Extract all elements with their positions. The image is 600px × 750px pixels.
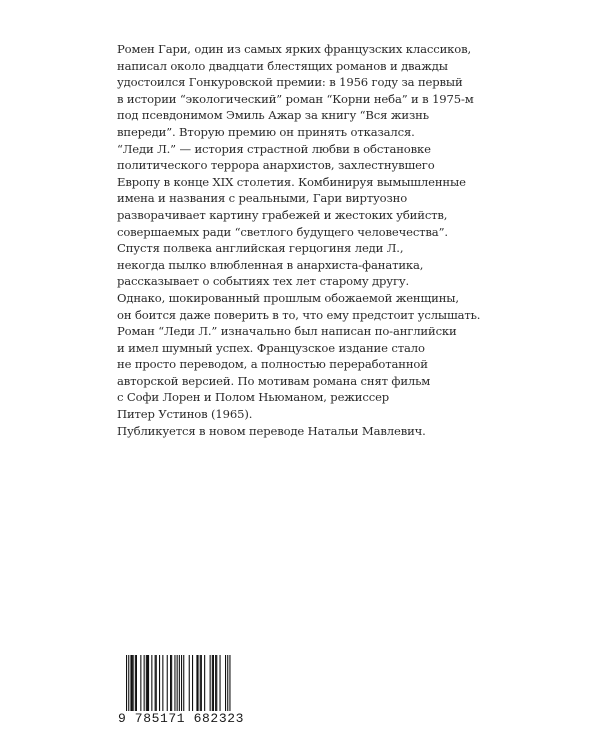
- barcode-bar: [204, 655, 205, 711]
- barcode-bar: [126, 655, 127, 719]
- annotation-line: впереди”. Вторую премию он принять отказался.: [117, 124, 415, 139]
- barcode-bar: [167, 655, 168, 711]
- annotation-line: Спустя полвека английская герцогиня леди Л.,: [117, 241, 404, 256]
- barcode-bar: [229, 655, 230, 719]
- barcode-bar: [227, 655, 228, 719]
- annotation-line: не просто переводом, а полностью переработанной: [117, 357, 428, 372]
- annotation-line: “Леди Л.” — история страстной любви в обстановке: [117, 141, 431, 156]
- barcode-bar: [162, 655, 163, 711]
- barcode-bar: [200, 655, 201, 711]
- barcode-bar: [183, 655, 184, 711]
- annotation-line: Роман “Леди Л.” изначально был написан по-английски: [117, 324, 457, 339]
- barcode-bar: [220, 655, 221, 711]
- barcode-bar: [148, 655, 149, 711]
- barcode-bar: [135, 655, 136, 711]
- annotation-line: политического террора анархистов, захлестнувшего: [117, 158, 435, 173]
- annotation-line: Европу в конце XIX столетия. Комбинируя вымышленные: [117, 174, 466, 189]
- barcode-bar: [170, 655, 171, 711]
- barcode-bar: [128, 655, 129, 719]
- annotation-line: он боится даже поверить в то, что ему предстоит услышать.: [117, 307, 481, 322]
- barcode-bar: [177, 655, 178, 719]
- annotation-line: Питер Устинов (1965).: [117, 407, 253, 422]
- annotation-line: авторской версией. По мотивам романа снят фильм: [117, 373, 431, 388]
- annotation-line: удостоился Гонкуровской премии: в 1956 году за первый: [117, 75, 463, 90]
- annotation-line: имена и названия с реальными, Гари виртуозно: [117, 191, 408, 206]
- barcode-bar: [146, 655, 147, 711]
- annotation-line: рассказывает о событиях тех лет старому другу.: [117, 274, 410, 289]
- barcode-bar: [225, 655, 226, 711]
- barcode-bar: [151, 655, 152, 711]
- barcode-bar: [144, 655, 145, 711]
- barcode-bar: [171, 655, 172, 711]
- barcode-bar: [198, 655, 199, 711]
- annotation-line: Публикуется в новом переводе Натальи Мавлевич.: [117, 423, 426, 438]
- isbn-number: 9 785171 682323: [118, 711, 245, 726]
- annotation-line: и имел шумный успех. Французское издание стало: [117, 340, 425, 355]
- barcode-bar: [147, 655, 148, 711]
- barcode-bar: [155, 655, 156, 711]
- barcode-bar: [133, 655, 134, 711]
- barcode-bar: [192, 655, 193, 711]
- barcode-bar: [130, 655, 131, 711]
- annotation-line: с Софи Лорен и Полом Ньюманом, режиссер: [117, 390, 390, 405]
- barcode-bar: [179, 655, 180, 719]
- barcode-bar: [196, 655, 197, 711]
- annotation-line: Однако, шокированный прошлым обожаемой женщины,: [117, 290, 459, 305]
- annotation-line: написал около двадцати блестящих романов и дважды: [117, 58, 448, 73]
- barcode-bar: [216, 655, 217, 711]
- annotation-line: Ромен Гари, один из самых ярких французских классиков,: [117, 42, 471, 56]
- barcode-bar: [213, 655, 214, 711]
- annotation-line: в истории “экологический” роман “Корни неба” и в 1975-м: [117, 91, 474, 106]
- barcode-bar: [159, 655, 160, 711]
- barcode-bar: [174, 655, 175, 711]
- annotation-line: под псевдонимом Эмиль Ажар за книгу “Вся жизнь: [117, 108, 429, 123]
- barcode-bar: [189, 655, 190, 711]
- annotation-line: совершаемых ради “светлого будущего человечества”.: [117, 224, 448, 239]
- barcode-bar: [140, 655, 141, 711]
- barcode-bar: [215, 655, 216, 711]
- annotation-text: [117, 41, 481, 439]
- barcode-bar: [210, 655, 211, 711]
- barcode-bar: [181, 655, 182, 711]
- barcode-bar: [212, 655, 213, 711]
- barcode-bar: [132, 655, 133, 711]
- annotation-line: разворачивает картину грабежей и жестоких убийств,: [117, 207, 448, 222]
- barcode-bar: [156, 655, 157, 711]
- barcode-bar: [201, 655, 202, 711]
- barcode-bar: [136, 655, 137, 711]
- annotation-line: некогда пылко влюбленная в анархиста-фанатика,: [117, 257, 424, 272]
